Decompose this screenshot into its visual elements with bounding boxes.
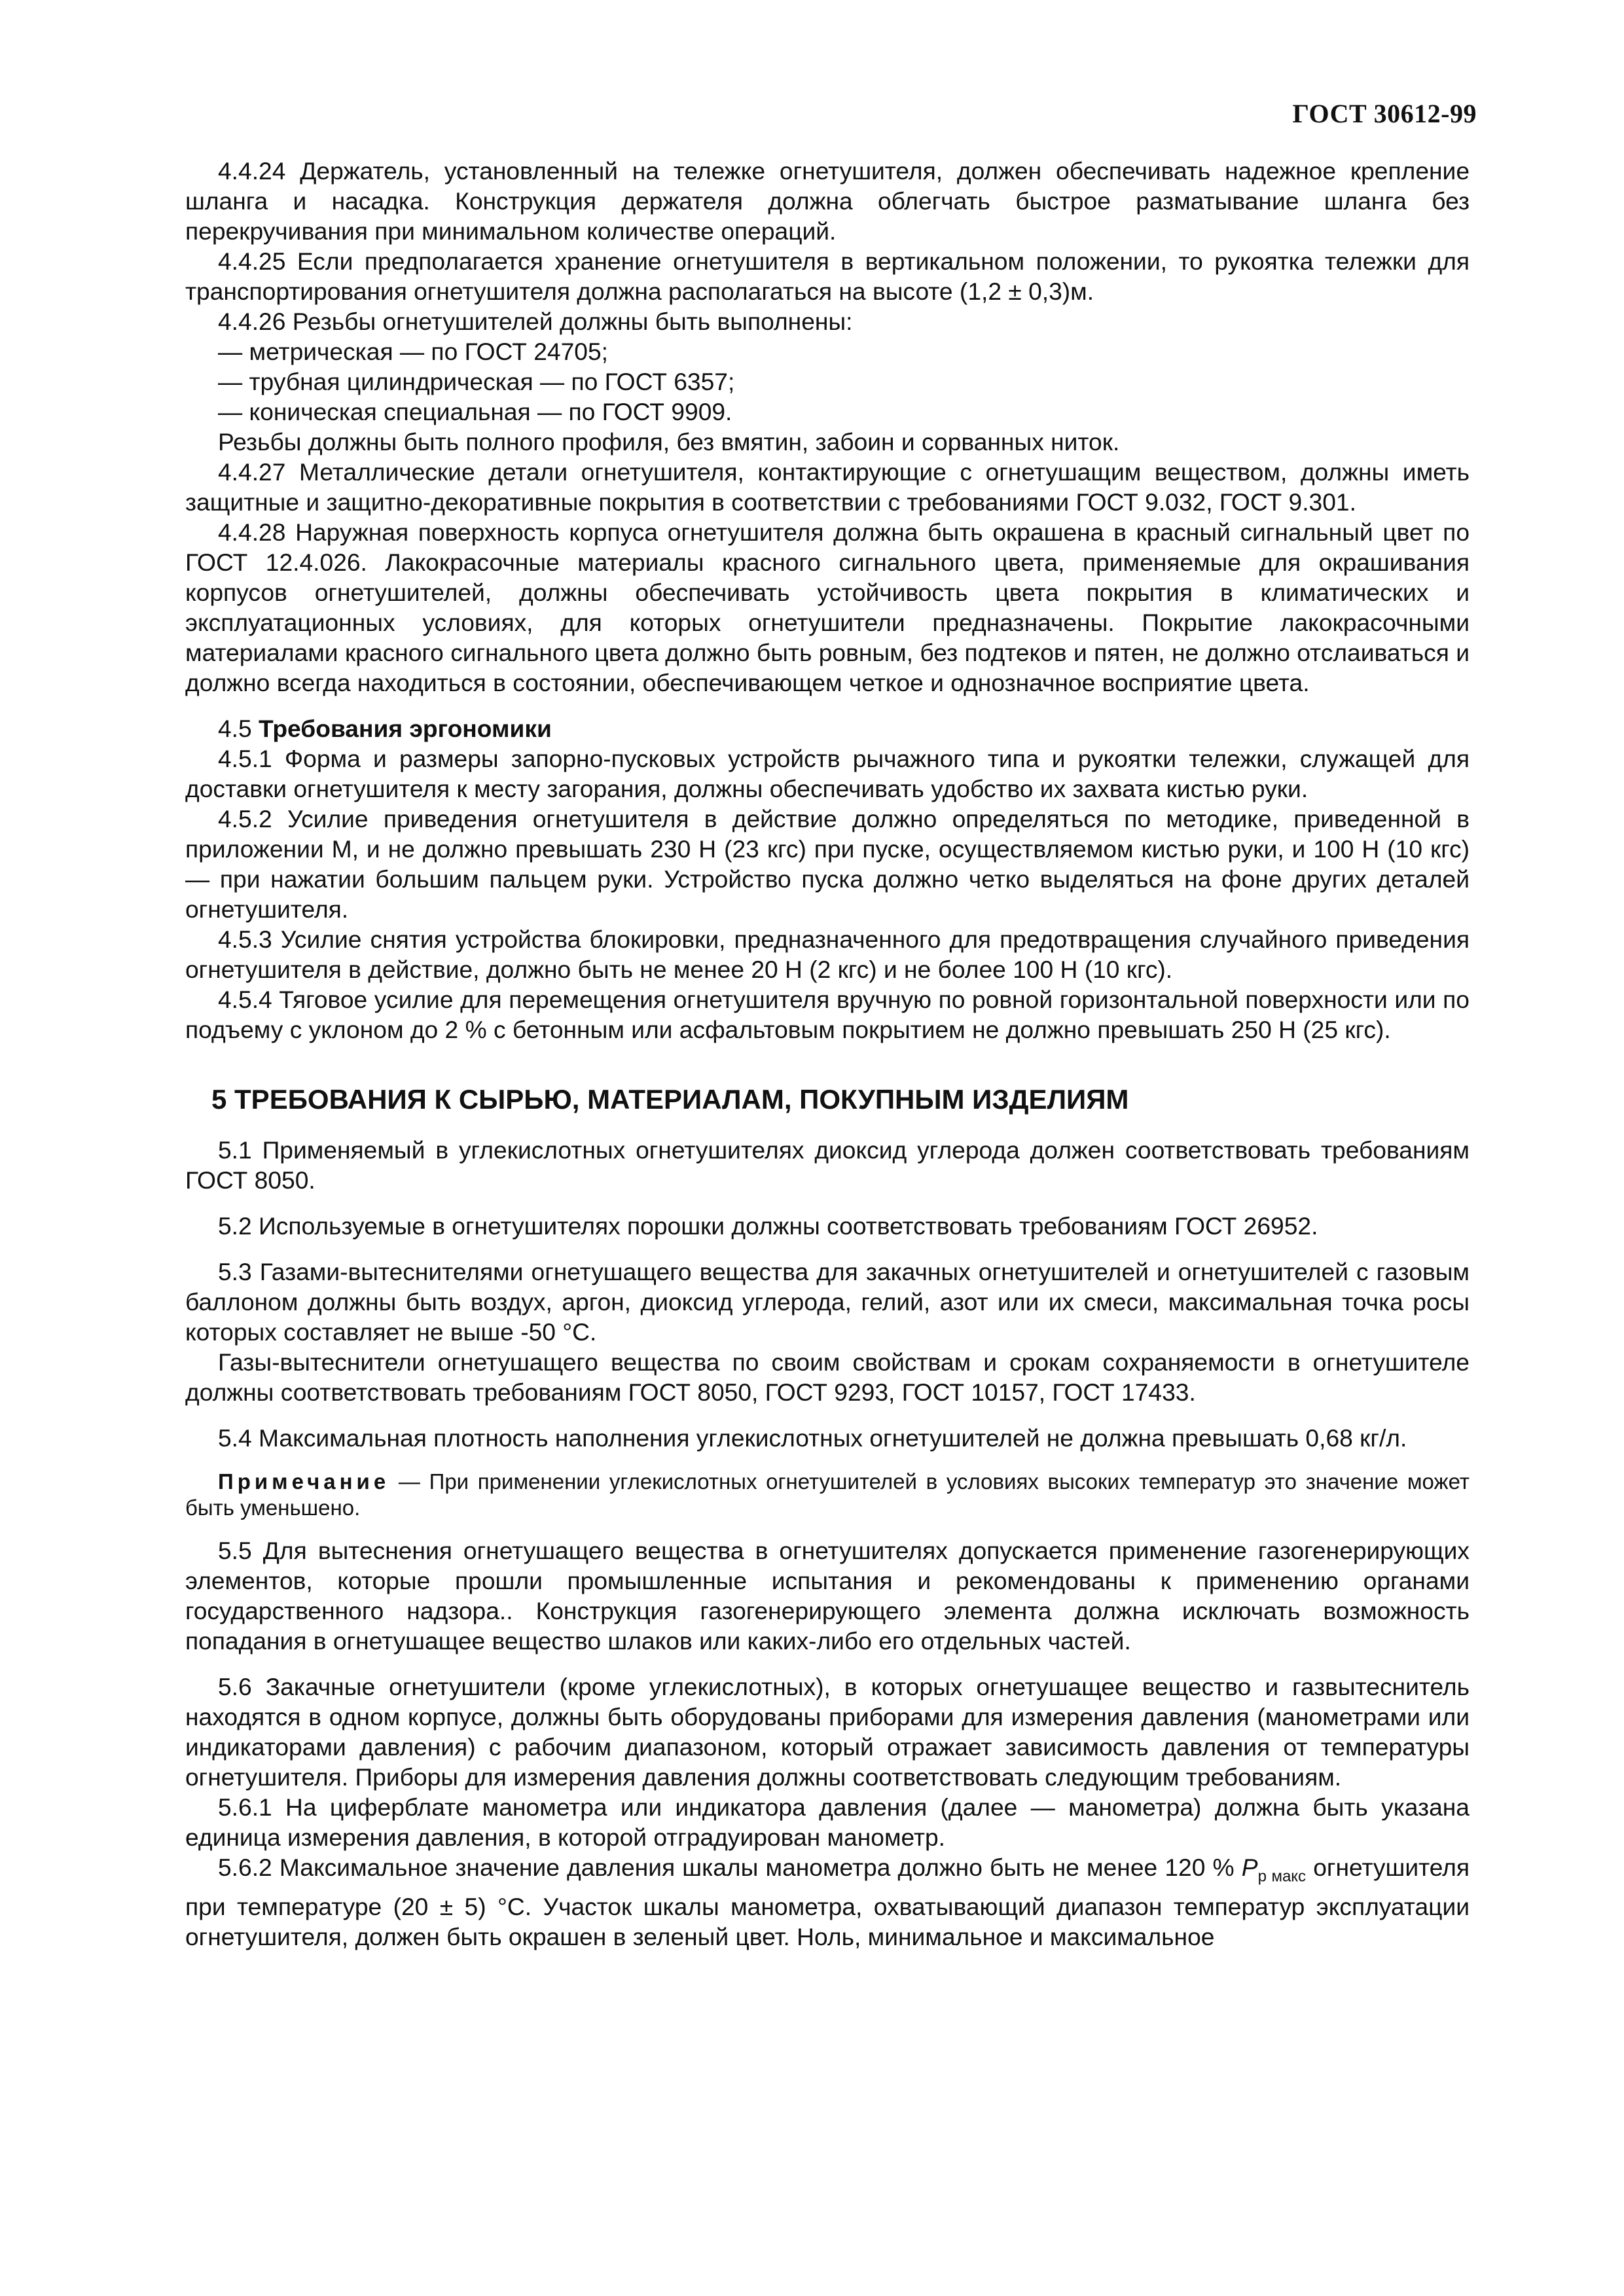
document-header: ГОСТ 30612-99 — [1292, 99, 1477, 128]
note — [185, 1469, 1470, 1521]
paragraph-4-5-4: 4.5.4 Тяговое усилие для перемещения огнетушителя вручную по ровной горизонтальной поверхности или по подъему с уклоном до 2 % с бетонным или асфальтовым покрытием не должно превышать 250 Н (25 кгс). — [185, 986, 1470, 1043]
paragraph-4-5-3: 4.5.3 Усилие снятия устройства блокировки, предназначенного для предотвращения случайного приведения огнетушителя в действие, должно быть не менее 20 Н (2 кгс) и не более 100 Н (10 кгс). — [185, 925, 1470, 983]
subsection-number: 4.5 — [218, 715, 252, 742]
paragraph-threads: Резьбы должны быть полного профиля, без вмятин, забоин и сорванных ниток. — [218, 428, 1120, 456]
paragraph-5-2: 5.2 Используемые в огнетушителях порошки должны соответствовать требованиям ГОСТ 26952. — [218, 1212, 1318, 1240]
paragraph-5-4: 5.4 Максимальная плотность наполнения углекислотных огнетушителей не должна превышать 0,68 кг/л. — [218, 1424, 1407, 1452]
list-item: — коническая специальная — по ГОСТ 9909. — [218, 398, 732, 425]
pressure-symbol: P — [1241, 1854, 1258, 1881]
paragraph-4-4-24: 4.4.24 Держатель, установленный на тележке огнетушителя, должен обеспечивать надежное крепление шланга и насадка. Конструкция держателя должна облегчать быстрое разматывание шланга без перекручивания при минимальном количестве операций. — [185, 157, 1470, 245]
paragraph-4-4-25: 4.4.25 Если предполагается хранение огнетушителя в вертикальном положении, то рукоятка тележки для транспортирования огнетушителя должна располагаться на высоте (1,2 ± 0,3)м. — [185, 247, 1470, 305]
paragraph-4-5-1: 4.5.1 Форма и размеры запорно-пусковых устройств рычажного типа и рукоятки тележки, служащей для доставки огнетушителя к месту загорания, должны обеспечивать удобство их захвата кистью руки. — [185, 745, 1470, 802]
paragraph-4-4-26: 4.4.26 Резьбы огнетушителей должны быть выполнены: — [218, 308, 853, 335]
section-5-title: 5 ТРЕБОВАНИЯ К СЫРЬЮ, МАТЕРИАЛАМ, ПОКУПНЫМ ИЗДЕЛИЯМ — [211, 1084, 1129, 1115]
paragraph-5-6-2-end: огнетушителя при температуре (20 ± 5) °С. Участок шкалы манометра, охватывающий диапазон температур эксплуатации огнетушителя, должен быть окрашен в зеленый цвет. Ноль, минимальное и максимальное — [185, 1854, 1470, 1951]
paragraph-5-1: 5.1 Применяемый в углекислотных огнетушителях диоксид углерода должен соответствовать требованиям ГОСТ 8050. — [185, 1136, 1470, 1194]
subsection-4-5-heading — [185, 713, 1470, 744]
subsection-title: Требования эргономики — [259, 715, 552, 742]
paragraph-4-4-27: 4.4.27 Металлические детали огнетушителя, контактирующие с огнетушащим веществом, должны иметь защитные и защитно-декоративные покрытия в соответствии с требованиями ГОСТ 9.032, ГОСТ 9.301. — [185, 458, 1470, 516]
pressure-subscript: р макс — [1257, 1867, 1307, 1886]
document-body — [185, 156, 1470, 1952]
paragraph-5-3: 5.3 Газами-вытеснителями огнетушащего вещества для закачных огнетушителей и огнетушителей с газовым баллоном должны быть воздух, аргон, диоксид углерода, гелий, азот или их смеси, максимальная точка росы которых составляет не выше -50 °С. — [185, 1258, 1470, 1346]
paragraph-5-6-2-start: 5.6.2 Максимальное значение давления шкалы манометра должно быть не менее 120 % — [218, 1854, 1242, 1881]
list-item: — метрическая — по ГОСТ 24705; — [218, 338, 608, 365]
paragraph-5-6-1: 5.6.1 На циферблате манометра или индикатора давления (далее — манометра) должна быть указана единица измерения давления, в которой отградуирован манометр. — [185, 1793, 1470, 1851]
paragraph-5-6-2 — [185, 1852, 1470, 1952]
note-label: Примечание — [218, 1469, 390, 1494]
paragraph-5-6: 5.6 Закачные огнетушители (кроме углекислотных), в которых огнетушащее вещество и газвытеснитель находятся в одном корпусе, должны быть оборудованы приборами для измерения давления (манометрами или индикаторами давления) с рабочим диапазоном, который отражает зависимость давления от температуры огнетушителя. Приборы для измерения давления должны соответствовать следующим требованиям. — [185, 1673, 1470, 1791]
paragraph-5-3-gases: Газы-вытеснители огнетушащего вещества по своим свойствам и срокам сохраняемости в огнетушителе должны соответствовать требованиям ГОСТ 8050, ГОСТ 9293, ГОСТ 10157, ГОСТ 17433. — [185, 1348, 1470, 1406]
list-item: — трубная цилиндрическая — по ГОСТ 6357; — [218, 368, 735, 395]
paragraph-4-5-2: 4.5.2 Усилие приведения огнетушителя в действие должно определяться по методике, приведенной в приложении М, и не должно превышать 230 Н (23 кгс) при пуске, осуществляемом кистью руки, и 100 Н (10 кгс) — при нажатии большим пальцем руки. Устройство пуска должно четко выделяться на фоне других деталей огнетушителя. — [185, 805, 1470, 923]
paragraph-5-5: 5.5 Для вытеснения огнетушащего вещества в огнетушителях допускается применение газогенерирующих элементов, которые прошли промышленные испытания и рекомендованы к применению органами государственного надзора.. Конструкция газогенерирующего элемента должна исключать возможность попадания в огнетушащее вещество шлаков или каких-либо его отдельных частей. — [185, 1537, 1470, 1655]
note-text: — При применении углекислотных огнетушителей в условиях высоких температур это значение может быть уменьшено. — [185, 1469, 1470, 1520]
paragraph-4-4-28: 4.4.28 Наружная поверхность корпуса огнетушителя должна быть окрашена в красный сигнальный цвет по ГОСТ 12.4.026. Лакокрасочные материалы красного сигнального цвета, применяемые для окрашивания корпусов огнетушителей, должны обеспечивать устойчивость цвета покрытия в климатических и эксплуатационных условиях, для которых огнетушители предназначены. Покрытие лакокрасочными материалами красного сигнального цвета должно быть ровным, без подтеков и пятен, не должно отслаиваться и должно всегда находиться в состоянии, обеспечивающем четкое и однозначное восприятие цвета. — [185, 518, 1470, 696]
